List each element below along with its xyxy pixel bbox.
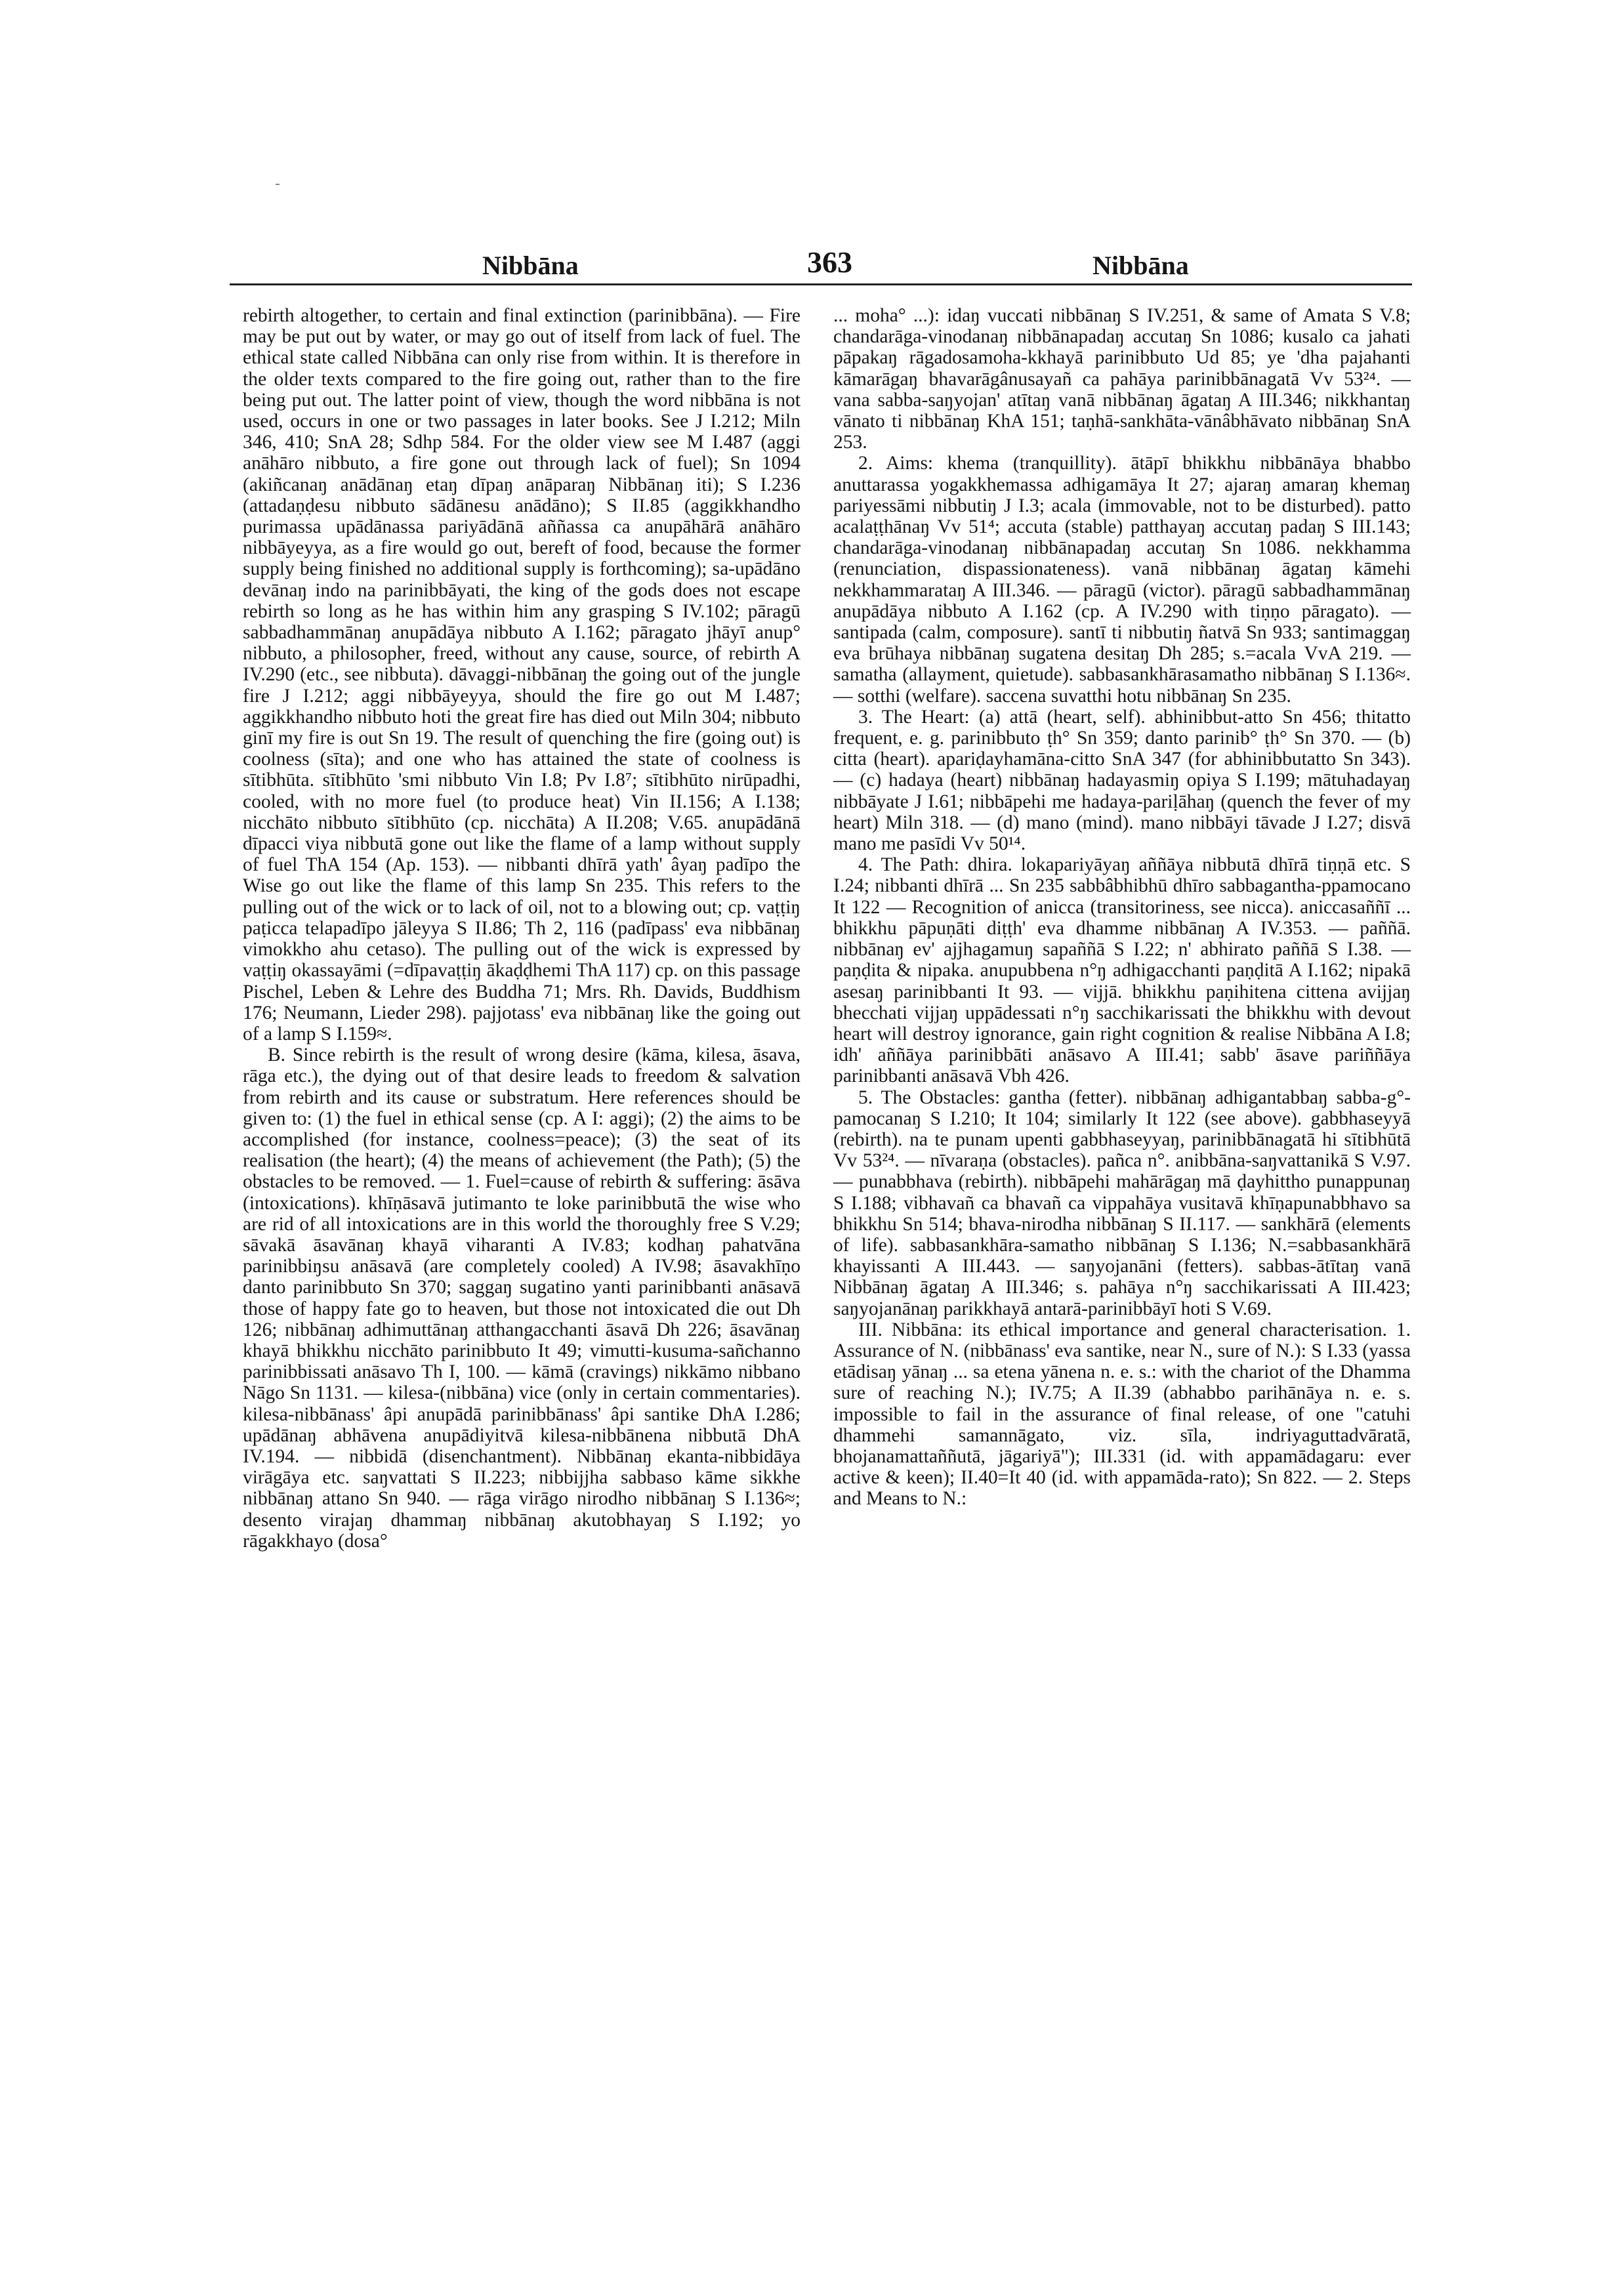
- header-rule: [230, 283, 1412, 285]
- right-paragraph-heart: 3. The Heart: (a) attā (heart, self). abhinibbut-atto Sn 456; thitatto frequent, e. g. parinibbuto ṭh° Sn 359; danto parinib° ṭh° Sn 370. — (b) citta (heart). apariḍayhamāna-citto SnA 347 (for abhinibbutatto Sn 343). — (c) hadaya (heart) nibbānaŋ hadayasmiŋ opiya S I.199; mātuhadayaŋ nibbāyate J I.61; nibbāpehi me hadaya-pariḷāhaŋ (quench the fever of my heart) Miln 318. — (d) mano (mind). mano nibbāyi tāvade J I.27; disvā mano me pasīdi Vv 50¹⁴.: [833, 706, 1411, 855]
- header-left-word: Nibbāna: [482, 251, 579, 280]
- right-paragraph-1: ... moha° ...): idaŋ vuccati nibbānaŋ S IV.251, & same of Amata S V.8; chandarāga-vinodanaŋ nibbānapadaŋ accutaŋ Sn 1086; kusalo ca jahati pāpakaŋ rāgadosamoha-kkhayā parinibbuto Ud 85; ye 'dha pajahanti kāmarāgaŋ bhavarāgânusayañ ca pahāya parinibbānagatā Vv 53²⁴. — vana sabba-saŋyojan' atītaŋ vanā nibbānaŋ āgataŋ A III.346; nikkhantaŋ vānato ti nibbānaŋ KhA 151; taṇhā-sankhāta-vānâbhāvato nibbānaŋ SnA 253.: [833, 305, 1411, 453]
- right-paragraph-aims: 2. Aims: khema (tranquillity). ātāpī bhikkhu nibbānāya bhabbo anuttarassa yogakkhemassa adhigamāya It 27; ajaraŋ amaraŋ khemaŋ pariyessāmi nibbutiŋ J I.3; acala (immovable, not to be disturbed). patto acalaṭṭhānaŋ Vv 51⁴; accuta (stable) patthayaŋ accutaŋ padaŋ S III.143; chandarāga-vinodanaŋ nibbānapadaŋ accutaŋ Sn 1086. nekkhamma (renunciation, dispassionateness). vanā nibbānaŋ āgataŋ kāmehi nekkhammarataŋ A III.346. — pāragū (victor). pāragū sabbadhammānaŋ anupādāya nibbuto A I.162 (cp. A IV.290 with tiṇṇo pāragato). — santipada (calm, composure). santī ti nibbutiŋ ñatvā Sn 933; santimaggaŋ eva brūhaya nibbānaŋ sugatena desitaŋ Dh 285; s.=acala VvA 219. — samatha (allayment, quietude). sabbasankhārasamatho nibbānaŋ S I.136≈. — sotthi (welfare). saccena suvatthi hotu nibbānaŋ Sn 235.: [833, 453, 1411, 707]
- left-paragraph-2: B. Since rebirth is the result of wrong desire (kāma, kilesa, āsava, rāga etc.), the dying out of that desire leads to freedom & salvation from rebirth and its cause or substratum. Here references should be given to: (1) the fuel in ethical sense (cp. A I: aggi); (2) the aims to be accomplished (for instance, coolness=peace); (3) the seat of its realisation (the heart); (4) the means of achievement (the Path); (5) the obstacles to be removed. — 1. Fuel=cause of rebirth & suffering: āsāva (intoxications). khīṇāsavā jutimanto te loke parinibbutā the wise who are rid of all intoxications are in this world the thoroughly free S V.29; sāvakā āsavānaŋ khayā viharanti A IV.83; kodhaŋ pahatvāna parinibbiŋsu anāsavā (are completely cooled) A IV.98; āsavakhīṇo danto parinibbuto Sn 370; saggaŋ sugatino yanti parinibbanti anāsavā those of happy fate go to heaven, but those not intoxicated die out Dh 126; nibbānaŋ adhimuttānaŋ atthangacchanti āsavā Dh 226; āsavānaŋ khayā bhikkhu nicchāto parinibbuto It 49; vimutti-kusuma-sañchanno parinibbissati anāsavo Th I, 100. — kāmā (cravings) nikkāmo nibbano Nāgo Sn 1131. — kilesa-(nibbāna) vice (only in certain commentaries). kilesa-nibbānass' âpi anupādā parinibbānass' âpi santike DhA I.286; upādānaŋ abhāvena anupādiyitvā kilesa-nibbānena nibbutā DhA IV.194. — nibbidā (disenchantment). Nibbānaŋ ekanta-nibbidāya virāgāya etc. saŋvattati S II.223; nibbijjha sabbaso kāme sikkhe nibbānaŋ attano Sn 940. — rāga virāgo nirodho nibbānaŋ S I.136≈; desento virajaŋ dhammaŋ nibbānaŋ akutobhayaŋ S I.192; yo rāgakkhayo (dosa°: [243, 1044, 801, 1552]
- left-column: [243, 305, 801, 1552]
- right-paragraph-obstacles: 5. The Obstacles: gantha (fetter). nibbānaŋ adhigantabbaŋ sabba-g°-pamocanaŋ S I.210; It 104; similarly It 122 (see above). gabbhaseyyā (rebirth). na te punam upenti gabbhaseyyaŋ, parinibbānagatā hi sītibhūtā Vv 53²⁴. — nīvaraṇa (obstacles). pañca n°. anibbāna-saŋvattanikā S V.97. — punabbhava (rebirth). nibbāpehi mahārāgaŋ mā ḍayhittho punappunaŋ S I.188; vibhavañ ca bhavañ ca vippahāya vusitavā khīṇapunabbhavo sa bhikkhu Sn 514; bhava-nirodha nibbānaŋ S II.117. — sankhārā (elements of life). sabbasankhāra-samatho nibbānaŋ S I.136; N.=sabbasankhārā khayissanti A III.443. — saŋyojanāni (fetters). sabbas-ātītaŋ vanā Nibbānaŋ āgataŋ A III.346; s. pahāya n°ŋ sacchikarissati A III.423; saŋyojanānaŋ parikkhayā antarā-parinibbāyī hoti S V.69.: [833, 1086, 1411, 1319]
- scan-speck: [276, 184, 280, 185]
- right-paragraph-section-iii: III. Nibbāna: its ethical importance and general characterisation. 1. Assurance of N. (nibbānass' eva santike, near N., sure of N.): S I.33 (yassa etādisaŋ yānaŋ ... sa etena yānena n. e. s.: with the chariot of the Dhamma sure of reaching N.); IV.75; A II.39 (abhabbo parihānāya n. e. s. impossible to fail in the assurance of final release, of one "catuhi dhammehi samannāgato, viz. sīla, indriyaguttadvāratā, bhojanamattaññutā, jāgariyā"); III.331 (id. with appamādagaru: ever active & keen); II.40=It 40 (id. with appamāda-rato); Sn 822. — 2. Steps and Means to N.:: [833, 1319, 1411, 1510]
- right-paragraph-path: 4. The Path: dhira. lokapariyāyaŋ aññāya nibbutā dhīrā tiṇṇā etc. S I.24; nibbanti dhīrā ... Sn 235 sabbâbhibhū dhīro sabbagantha-ppamocano It 122 — Recognition of anicca (transitoriness, see nicca). aniccasaññī ... bhikkhu pāpuṇāti diṭṭh' eva dhamme nibbānaŋ A IV.353. — paññā. nibbānaŋ ev' ajjhagamuŋ sapaññā S I.22; n' abhirato paññā S I.38. — paṇḍita & nipaka. anupubbena n°ŋ adhigacchanti paṇḍitā A I.162; nipakā asesaŋ parinibbanti It 93. — vijjā. bhikkhu paṇihitena cittena avijjaŋ bhecchati vijjaŋ uppādessati n°ŋ sacchikarissati the bhikkhu with devout heart will destroy ignorance, gain right cognition & realise Nibbāna A I.8; idh' aññāya parinibbāti anāsavo A III.41; sabb' āsave pariññāya parinibbanti anāsavā Vbh 426.: [833, 854, 1411, 1087]
- header-right-word: Nibbāna: [1093, 251, 1189, 280]
- page-number: 363: [807, 245, 852, 279]
- right-column: [833, 305, 1411, 1510]
- left-paragraph-1: rebirth altogether, to certain and final extinction (parinibbāna). — Fire may be put out by water, or may go out of itself from lack of fuel. The ethical state called Nibbāna can only rise from within. It is therefore in the older texts compared to the fire going out, rather than to the fire being put out. The latter point of view, though the word nibbāna is not used, occurs in one or two passages in later books. See J I.212; Miln 346, 410; SnA 28; Sdhp 584. For the older view see M I.487 (aggi anāhāro nibbuto, a fire gone out through lack of fuel); Sn 1094 (akiñcanaŋ anādānaŋ etaŋ dīpaŋ anāparaŋ Nibbānaŋ iti); S I.236 (attadaṇḍesu nibbuto sādānesu anādāno); S II.85 (aggikkhandho purimassa upādānassa pariyādānā aññassa ca anupāhārā anāhāro nibbāyeyya, as a fire would go out, bereft of food, because the former supply being finished no additional supply is forthcoming); sa-upādāno devānaŋ indo na parinibbāyati, the king of the gods does not escape rebirth so long as he has within him any grasping S IV.102; pāragū sabbadhammānaŋ anupādāya nibbuto A I.162; pāragato jhāyī anup° nibbuto, a philosopher, freed, without any cause, source, of rebirth A IV.290 (etc., see nibbuta). dāvaggi-nibbānaŋ the going out of the jungle fire J I.212; aggi nibbāyeyya, should the fire go out M I.487; aggikkhandho nibbuto hoti the great fire has died out Miln 304; nibbuto ginī my fire is out Sn 19. The result of quenching the fire (going out) is coolness (sīta); and one who has attained the state of coolness is sītibhūta. sītibhūto 'smi nibbuto Vin I.8; Pv I.8⁷; sītibhūto nirūpadhi, cooled, with no more fuel (to produce heat) Vin II.156; A I.138; nicchāto nibbuto sītibhūto (cp. nicchāta) A II.208; V.65. anupādānā dīpacci viya nibbutā gone out like the flame of a lamp without supply of fuel ThA 154 (Ap. 153). — nibbanti dhīrā yath' âyaŋ padīpo the Wise go out like the flame of this lamp Sn 235. This refers to the pulling out of the wick or to lack of oil, not to a blowing out; cp. vaṭṭiŋ paṭicca telapadīpo jāleyya S II.86; Th 2, 116 (padīpass' eva nibbānaŋ vimokkho ahu cetaso). The pulling out of the wick is expressed by vaṭṭiŋ okassayāmi (=dīpavaṭṭiŋ ākaḍḍhemi ThA 117) cp. on this passage Pischel, Leben & Lehre des Buddha 71; Mrs. Rh. Davids, Buddhism 176; Neumann, Lieder 298). pajjotass' eva nibbānaŋ like the going out of a lamp S I.159≈.: [243, 305, 801, 1044]
- running-header: [230, 245, 1411, 292]
